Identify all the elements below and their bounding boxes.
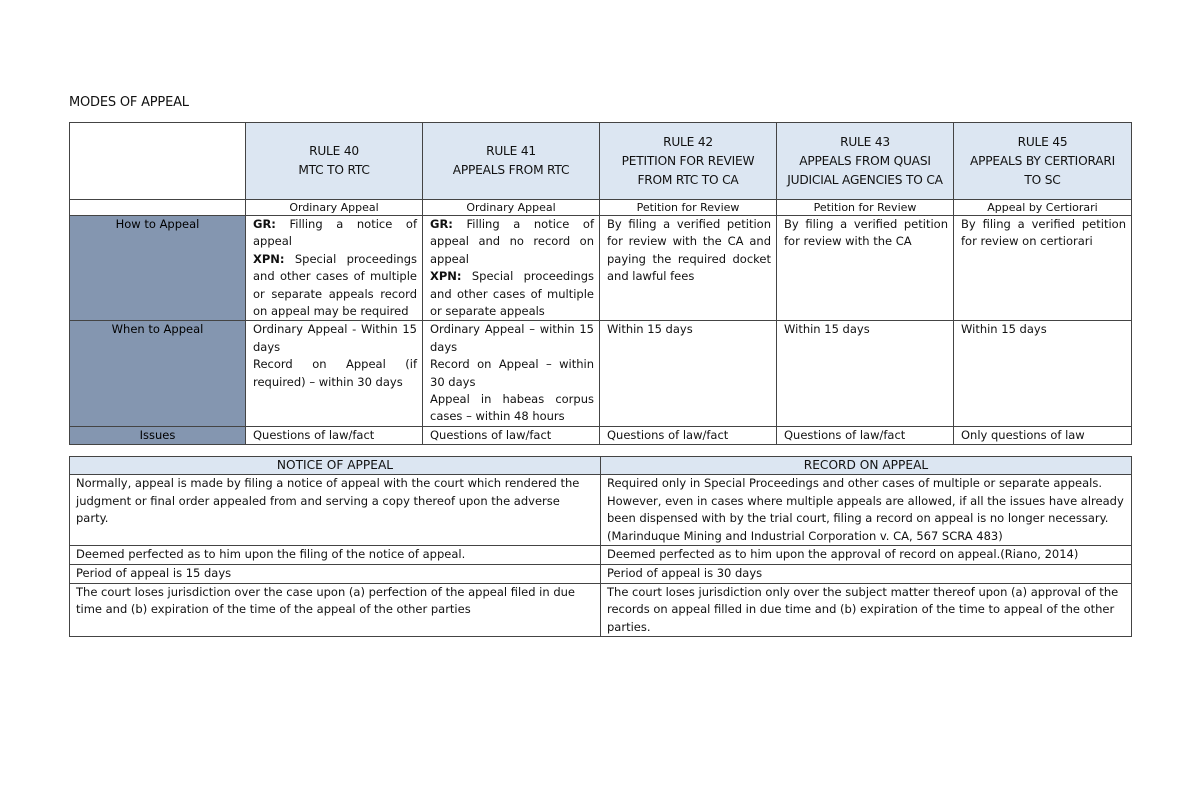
- how-rule-41: [423, 216, 600, 321]
- rule-name: PETITION FOR REVIEW FROM RTC TO CA: [621, 153, 755, 187]
- issues-rule-43: Questions of law/fact: [777, 426, 954, 444]
- rule-number: RULE 45: [1017, 134, 1068, 149]
- modes-of-appeal-table: [69, 122, 1132, 445]
- appeal-type: Ordinary Appeal: [246, 200, 423, 216]
- comparison-row: [70, 546, 1132, 565]
- rule-number: RULE 43: [840, 134, 890, 149]
- when-item: Appeal in habeas corpus cases – within 48 hours: [430, 392, 594, 424]
- rule-name: MTC TO RTC: [298, 163, 370, 177]
- when-item: Ordinary Appeal – within 15 days: [430, 322, 594, 354]
- rule-number: RULE 40: [309, 144, 359, 158]
- notice-cell: The court loses jurisdiction over the case upon (a) perfection of the appeal filed in due time and (b) expiration of the time of the appeal of the other parties: [70, 583, 601, 637]
- header-rule-41: [423, 123, 600, 200]
- record-cell: The court loses jurisdiction only over the subject matter thereof upon (a) approval of the records on appeal filled in due time and (b) expiration of the time to appeal of the other parties.: [601, 583, 1132, 637]
- when-item: Ordinary Appeal - Within 15 days: [253, 322, 417, 354]
- appeal-type-empty: [70, 200, 246, 216]
- row-label-issues: Issues: [70, 426, 246, 444]
- when-rule-45: Within 15 days: [954, 321, 1132, 426]
- gr-tag: GR:: [430, 217, 453, 231]
- gr-text: Filling a notice of appeal and no record on appeal: [430, 217, 594, 266]
- gr-tag: GR:: [253, 217, 276, 231]
- when-to-appeal-row: [70, 321, 1132, 426]
- issues-rule-41: Questions of law/fact: [423, 426, 600, 444]
- notice-vs-record-table: [69, 456, 1132, 637]
- notice-cell: Deemed perfected as to him upon the filing of the notice of appeal.: [70, 546, 601, 565]
- when-item: Record on Appeal – within 30 days: [430, 357, 594, 389]
- appeal-type: Appeal by Certiorari: [954, 200, 1132, 216]
- notice-cell: Period of appeal is 15 days: [70, 564, 601, 583]
- rule-number: RULE 41: [486, 144, 536, 158]
- appeal-type-row: [70, 200, 1132, 216]
- appeal-type: Petition for Review: [600, 200, 777, 216]
- when-rule-41: [423, 321, 600, 426]
- how-to-appeal-row: [70, 216, 1132, 321]
- notice-cell: Normally, appeal is made by filing a notice of appeal with the court which rendered the judgment or final order appealed from and serving a copy thereof upon the adverse party.: [70, 475, 601, 546]
- when-rule-43: Within 15 days: [777, 321, 954, 426]
- when-item: Record on Appeal (if required) – within 30 days: [253, 357, 417, 389]
- how-rule-43: By filing a verified petition for review with the CA: [777, 216, 954, 321]
- header-rule-42: [600, 123, 777, 200]
- page-title: MODES OF APPEAL: [69, 95, 189, 110]
- record-cell: Deemed perfected as to him upon the approval of record on appeal.(Riano, 2014): [601, 546, 1132, 565]
- row-label-when: When to Appeal: [70, 321, 246, 426]
- issues-rule-40: Questions of law/fact: [246, 426, 423, 444]
- rule-number: RULE 42: [663, 134, 713, 149]
- record-on-appeal-header: RECORD ON APPEAL: [601, 457, 1132, 475]
- how-rule-42: By filing a verified petition for review with the CA and paying the required docket and lawful fees: [600, 216, 777, 321]
- header-rule-43: [777, 123, 954, 200]
- rule-name: APPEALS FROM RTC: [452, 163, 570, 177]
- rule-header-row: [70, 123, 1132, 200]
- comparison-header-row: [70, 457, 1132, 475]
- header-rule-45: [954, 123, 1132, 200]
- when-rule-42: Within 15 days: [600, 321, 777, 426]
- xpn-text: Special proceedings and other cases of multiple or separate appeals: [430, 269, 594, 319]
- comparison-row: [70, 564, 1132, 583]
- appeal-type: Petition for Review: [777, 200, 954, 216]
- rule-name: APPEALS FROM QUASI JUDICIAL AGENCIES TO CA: [787, 153, 943, 187]
- comparison-row: [70, 583, 1132, 637]
- issues-rule-42: Questions of law/fact: [600, 426, 777, 444]
- notice-of-appeal-header: NOTICE OF APPEAL: [70, 457, 601, 475]
- appeal-type: Ordinary Appeal: [423, 200, 600, 216]
- record-cell: Period of appeal is 30 days: [601, 564, 1132, 583]
- issues-rule-45: Only questions of law: [954, 426, 1132, 444]
- record-cell: Required only in Special Proceedings and other cases of multiple or separate appeals. However, even in cases where multiple appeals are allowed, if all the issues have already been dispensed with by the trial court, filing a record on appeal is no longer necessary. (Marinduque Mining and Industrial Corporation v. CA, 567 SCRA 483): [601, 475, 1132, 546]
- row-label-how: How to Appeal: [70, 216, 246, 321]
- issues-row: [70, 426, 1132, 444]
- gr-text: Filling a notice of appeal: [253, 217, 417, 249]
- xpn-tag: XPN:: [253, 251, 285, 266]
- header-rule-40: [246, 123, 423, 200]
- corner-cell: [70, 123, 246, 200]
- comparison-row: [70, 475, 1132, 546]
- when-rule-40: [246, 321, 423, 426]
- how-rule-45: By filing a verified petition for review on certiorari: [954, 216, 1132, 321]
- xpn-text: Special proceedings and other cases of multiple or separate appeals record on appeal may be required: [253, 251, 417, 319]
- rule-name: APPEALS BY CERTIORARI TO SC: [969, 153, 1116, 187]
- how-rule-40: [246, 216, 423, 321]
- xpn-tag: XPN:: [430, 269, 462, 284]
